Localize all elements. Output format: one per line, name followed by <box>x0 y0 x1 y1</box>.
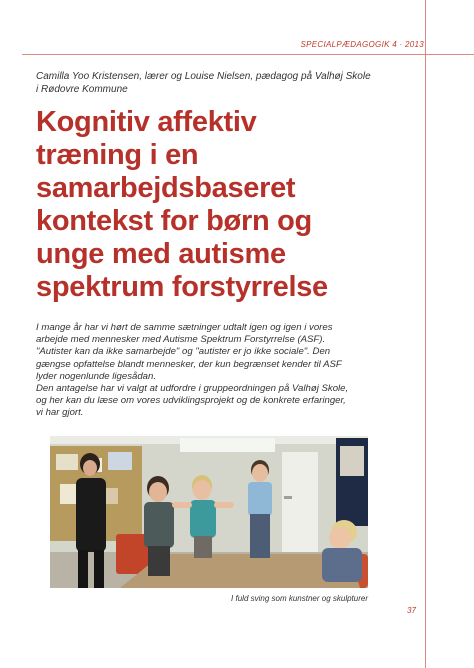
photo-caption: I fuld sving som kunstner og skulpturer <box>231 594 368 603</box>
page-number: 37 <box>407 606 416 615</box>
intro-line: Den antagelse har vi valgt at udfordre i gruppeordningen på Valhøj Skole, <box>36 383 349 395</box>
author-line: i Rødovre Kommune <box>36 84 128 95</box>
intro-line: I mange år har vi hørt de samme sætninger udtalt igen og igen i vores <box>36 322 333 333</box>
title-line: spektrum forstyrrelse <box>36 271 328 303</box>
title-line: samarbejdsbaseret <box>36 172 296 204</box>
running-head: SPECIALPÆDAGOGIK 4 · 2013 <box>300 40 424 49</box>
classroom-photo <box>50 436 368 588</box>
intro-line: gængse opfattelse blandt mennesker, der kun begrænset kender til ASF <box>36 358 342 370</box>
author-byline <box>36 70 416 96</box>
title-line: træning i en <box>36 139 199 171</box>
top-rule <box>22 54 474 55</box>
article-title <box>36 106 426 304</box>
intro-line: vi har gjort. <box>36 407 84 419</box>
intro-line: arbejde med mennesker med Autisme Spektrum Forstyrrelse (ASF). <box>36 334 326 346</box>
margin-rule <box>425 0 426 668</box>
author-line: Camilla Yoo Kristensen, lærer og Louise Nielsen, pædagog på Valhøj Skole <box>36 71 371 82</box>
title-line: Kognitiv affektiv <box>36 106 257 138</box>
intro-line: "Autister kan da ikke samarbejde" og "autister er jo ikke sociale". Den <box>36 346 331 358</box>
title-line: unge med autisme <box>36 238 286 270</box>
intro-line: lyder nogenlunde ligesådan. <box>36 370 157 382</box>
intro-paragraph <box>36 322 421 420</box>
intro-line: og her kan du læse om vores udviklingsprojekt og de konkrete erfaringer, <box>36 395 346 407</box>
title-line: kontekst for børn og <box>36 205 312 237</box>
classroom-photo-illustration <box>50 436 368 588</box>
